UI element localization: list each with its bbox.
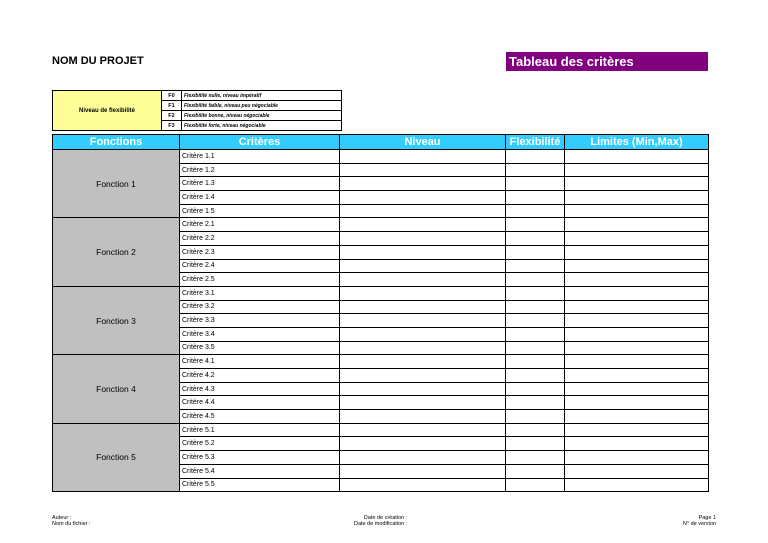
legend-desc: Flexibilité bonne, niveau négociable xyxy=(182,111,342,121)
criterion-cell: Critère 1.2 xyxy=(180,163,340,177)
criterion-cell: Critère 5.4 xyxy=(180,464,340,478)
legend-desc: Flexibilité nulle, niveau impératif xyxy=(182,91,342,101)
function-cell: Fonction 5 xyxy=(53,423,180,491)
niveau-cell[interactable] xyxy=(340,163,506,177)
limites-cell[interactable] xyxy=(565,218,709,232)
flexibilite-cell[interactable] xyxy=(506,259,565,273)
niveau-cell[interactable] xyxy=(340,232,506,246)
flexibilite-cell[interactable] xyxy=(506,273,565,287)
flexibilite-cell[interactable] xyxy=(506,355,565,369)
limites-cell[interactable] xyxy=(565,410,709,424)
criterion-cell: Critère 1.4 xyxy=(180,191,340,205)
limites-cell[interactable] xyxy=(565,451,709,465)
flexibilite-cell[interactable] xyxy=(506,191,565,205)
niveau-cell[interactable] xyxy=(340,369,506,383)
header-limites: Limites (Min,Max) xyxy=(565,135,709,150)
footer-created: Date de création : xyxy=(363,515,408,521)
limites-cell[interactable] xyxy=(565,478,709,492)
flexibilite-cell[interactable] xyxy=(506,410,565,424)
flexibility-legend xyxy=(52,90,342,131)
flexibilite-cell[interactable] xyxy=(506,218,565,232)
function-cell: Fonction 1 xyxy=(53,150,180,218)
criterion-cell: Critère 5.5 xyxy=(180,478,340,492)
criterion-cell: Critère 4.5 xyxy=(180,410,340,424)
limites-cell[interactable] xyxy=(565,177,709,191)
limites-cell[interactable] xyxy=(565,382,709,396)
criterion-cell: Critère 2.2 xyxy=(180,232,340,246)
criterion-cell: Critère 2.5 xyxy=(180,273,340,287)
limites-cell[interactable] xyxy=(565,369,709,383)
flexibilite-cell[interactable] xyxy=(506,245,565,259)
criterion-cell: Critère 3.4 xyxy=(180,327,340,341)
flexibilite-cell[interactable] xyxy=(506,204,565,218)
flexibilite-cell[interactable] xyxy=(506,163,565,177)
criterion-cell: Critère 1.1 xyxy=(180,150,340,164)
limites-cell[interactable] xyxy=(565,464,709,478)
flexibilite-cell[interactable] xyxy=(506,341,565,355)
header-fonctions: Fonctions xyxy=(53,135,180,150)
flexibilite-cell[interactable] xyxy=(506,423,565,437)
legend-code: F3 xyxy=(162,121,182,131)
limites-cell[interactable] xyxy=(565,437,709,451)
function-cell: Fonction 3 xyxy=(53,286,180,354)
legend-desc: Flexibilité faible, niveau peu négociable xyxy=(182,101,342,111)
criterion-cell: Critère 2.3 xyxy=(180,245,340,259)
criteria-table xyxy=(52,134,709,492)
limites-cell[interactable] xyxy=(565,245,709,259)
criterion-cell: Critère 3.3 xyxy=(180,314,340,328)
flexibilite-cell[interactable] xyxy=(506,150,565,164)
flexibilite-cell[interactable] xyxy=(506,177,565,191)
criterion-cell: Critère 4.4 xyxy=(180,396,340,410)
criterion-cell: Critère 4.1 xyxy=(180,355,340,369)
limites-cell[interactable] xyxy=(565,163,709,177)
flexibilite-cell[interactable] xyxy=(506,451,565,465)
niveau-cell[interactable] xyxy=(340,396,506,410)
flexibilite-cell[interactable] xyxy=(506,382,565,396)
criterion-cell: Critère 3.2 xyxy=(180,300,340,314)
footer-modified: Date de modification : xyxy=(354,521,408,527)
criterion-cell: Critère 3.5 xyxy=(180,341,340,355)
footer-left xyxy=(52,515,91,527)
table-row xyxy=(53,218,709,232)
legend-row xyxy=(53,91,342,101)
niveau-cell[interactable] xyxy=(340,464,506,478)
limites-cell[interactable] xyxy=(565,273,709,287)
limites-cell[interactable] xyxy=(565,232,709,246)
legend-label: Niveau de flexibilité xyxy=(53,91,162,131)
criterion-cell: Critère 2.4 xyxy=(180,259,340,273)
criterion-cell: Critère 1.3 xyxy=(180,177,340,191)
flexibilite-cell[interactable] xyxy=(506,327,565,341)
flexibilite-cell[interactable] xyxy=(506,369,565,383)
footer-author: Auteur : xyxy=(52,515,72,521)
table-row xyxy=(53,286,709,300)
flexibilite-cell[interactable] xyxy=(506,464,565,478)
niveau-cell[interactable] xyxy=(340,177,506,191)
niveau-cell[interactable] xyxy=(340,204,506,218)
limites-cell[interactable] xyxy=(565,327,709,341)
niveau-cell[interactable] xyxy=(340,286,506,300)
flexibilite-cell[interactable] xyxy=(506,314,565,328)
footer-page: Page 1 xyxy=(698,515,716,521)
niveau-cell[interactable] xyxy=(340,355,506,369)
footer-file-name: Nom du fichier : xyxy=(52,521,91,527)
header-criteres: Critères xyxy=(180,135,340,150)
limites-cell[interactable] xyxy=(565,259,709,273)
footer-right xyxy=(683,515,716,527)
niveau-cell[interactable] xyxy=(340,259,506,273)
niveau-cell[interactable] xyxy=(340,218,506,232)
niveau-cell[interactable] xyxy=(340,423,506,437)
sheet-title: Tableau des critères xyxy=(506,52,708,71)
flexibilite-cell[interactable] xyxy=(506,478,565,492)
limites-cell[interactable] xyxy=(565,423,709,437)
limites-cell[interactable] xyxy=(565,341,709,355)
header-flexibilite: Flexibilité xyxy=(506,135,565,150)
legend-code: F0 xyxy=(162,91,182,101)
flexibilite-cell[interactable] xyxy=(506,300,565,314)
table-header-row xyxy=(53,135,709,150)
table-row xyxy=(53,355,709,369)
flexibilite-cell[interactable] xyxy=(506,286,565,300)
niveau-cell[interactable] xyxy=(340,273,506,287)
niveau-cell[interactable] xyxy=(340,382,506,396)
criterion-cell: Critère 5.2 xyxy=(180,437,340,451)
limites-cell[interactable] xyxy=(565,300,709,314)
criterion-cell: Critère 5.3 xyxy=(180,451,340,465)
niveau-cell[interactable] xyxy=(340,327,506,341)
function-cell: Fonction 2 xyxy=(53,218,180,286)
function-cell: Fonction 4 xyxy=(53,355,180,423)
niveau-cell[interactable] xyxy=(340,300,506,314)
criterion-cell: Critère 4.3 xyxy=(180,382,340,396)
table-row xyxy=(53,423,709,437)
header-niveau: Niveau xyxy=(340,135,506,150)
limites-cell[interactable] xyxy=(565,396,709,410)
limites-cell[interactable] xyxy=(565,314,709,328)
niveau-cell[interactable] xyxy=(340,314,506,328)
niveau-cell[interactable] xyxy=(340,341,506,355)
niveau-cell[interactable] xyxy=(340,437,506,451)
footer-center xyxy=(354,515,407,527)
niveau-cell[interactable] xyxy=(340,410,506,424)
flexibilite-cell[interactable] xyxy=(506,232,565,246)
criterion-cell: Critère 5.1 xyxy=(180,423,340,437)
legend-code: F1 xyxy=(162,101,182,111)
criterion-cell: Critère 1.5 xyxy=(180,204,340,218)
criterion-cell: Critère 4.2 xyxy=(180,369,340,383)
limites-cell[interactable] xyxy=(565,150,709,164)
flexibilite-cell[interactable] xyxy=(506,396,565,410)
criterion-cell: Critère 2.1 xyxy=(180,218,340,232)
table-row xyxy=(53,150,709,164)
limites-cell[interactable] xyxy=(565,191,709,205)
legend-code: F2 xyxy=(162,111,182,121)
niveau-cell[interactable] xyxy=(340,245,506,259)
footer-version: N° de version xyxy=(682,521,716,527)
limites-cell[interactable] xyxy=(565,204,709,218)
project-name: NOM DU PROJET xyxy=(52,55,144,67)
niveau-cell[interactable] xyxy=(340,191,506,205)
limites-cell[interactable] xyxy=(565,286,709,300)
niveau-cell[interactable] xyxy=(340,150,506,164)
legend-desc: Flexibilité forte, niveau négociable xyxy=(182,121,342,131)
niveau-cell[interactable] xyxy=(340,478,506,492)
criterion-cell: Critère 3.1 xyxy=(180,286,340,300)
limites-cell[interactable] xyxy=(565,355,709,369)
niveau-cell[interactable] xyxy=(340,451,506,465)
flexibilite-cell[interactable] xyxy=(506,437,565,451)
